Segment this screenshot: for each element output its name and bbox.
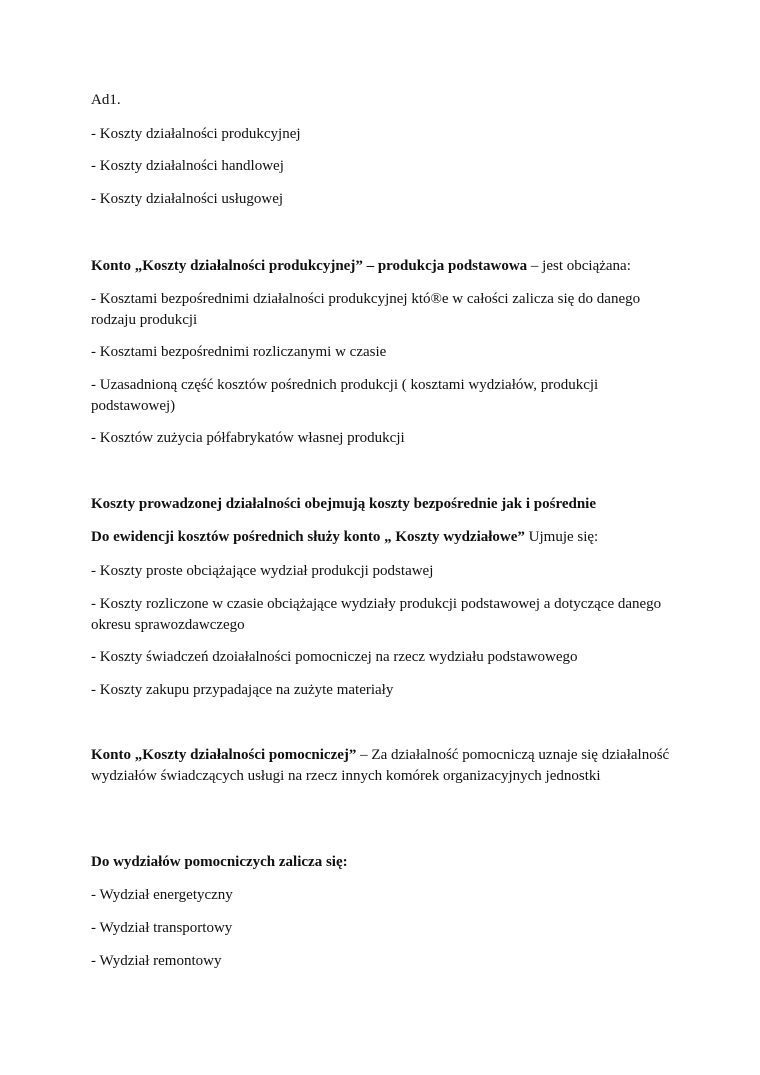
ad-heading: Ad1.	[91, 92, 121, 108]
auxiliary-account-paragraph	[91, 745, 681, 787]
department-list-item: - Wydział remontowy	[91, 953, 222, 969]
department-list-item: - Wydział transportowy	[91, 920, 233, 936]
indirect-list-item: - Koszty proste obciążające wydział produkcji podstawej	[91, 563, 434, 579]
production-list-item: - Kosztami bezpośrednimi działalności produkcyjnej któ®e w całości zalicza się do danego rodzaju produkcji	[91, 291, 641, 328]
production-account-heading-bold: Konto „Koszty działalności produkcyjnej” – produkcja podstawowa	[91, 258, 528, 274]
cost-type-item: - Koszty działalności produkcyjnej	[91, 126, 301, 142]
indirect-list-item: - Koszty zakupu przypadające na zużyte materiały	[91, 682, 394, 698]
indirect-list-item: - Koszty rozliczone w czasie obciążające wydziały produkcji podstawowej a dotyczące danego okresu sprawozdawczego	[91, 596, 662, 633]
indirect-list-item: - Koszty świadczeń dzoiałalności pomocniczej na rzecz wydziału podstawowego	[91, 649, 578, 665]
auxiliary-account-heading-bold: Konto „Koszty działalności pomocniczej”	[91, 747, 357, 763]
indirect-costs-heading-rest: Ujmuje się:	[524, 529, 599, 545]
indirect-costs-heading	[91, 527, 681, 548]
production-account-heading	[91, 256, 681, 277]
production-list-item: - Uzasadnioną część kosztów pośrednich produkcji ( kosztami wydziałów, produkcji podstawowej)	[91, 377, 599, 414]
production-account-heading-rest: – jest obciążana:	[527, 258, 631, 274]
production-list-item: - Kosztami bezpośrednimi rozliczanymi w czasie	[91, 344, 387, 360]
indirect-costs-heading-bold: Do ewidencji kosztów pośrednich służy konto „ Koszty wydziałowe”	[91, 529, 525, 545]
indirect-costs-statement: Koszty prowadzonej działalności obejmują koszty bezpośrednie jak i pośrednie	[91, 496, 597, 512]
production-list-item: - Kosztów zużycia półfabrykatów własnej produkcji	[91, 430, 405, 446]
auxiliary-departments-heading: Do wydziałów pomocniczych zalicza się:	[91, 854, 348, 870]
cost-type-item: - Koszty działalności handlowej	[91, 158, 284, 174]
department-list-item: - Wydział energetyczny	[91, 887, 233, 903]
auxiliary-account-heading-rest: – Za działalność pomocniczą uznaje się działalność wydziałów świadczących usługi na rzecz innych komórek organizacyjnych jednostki	[91, 747, 670, 784]
cost-type-item: - Koszty działalności usługowej	[91, 191, 284, 207]
